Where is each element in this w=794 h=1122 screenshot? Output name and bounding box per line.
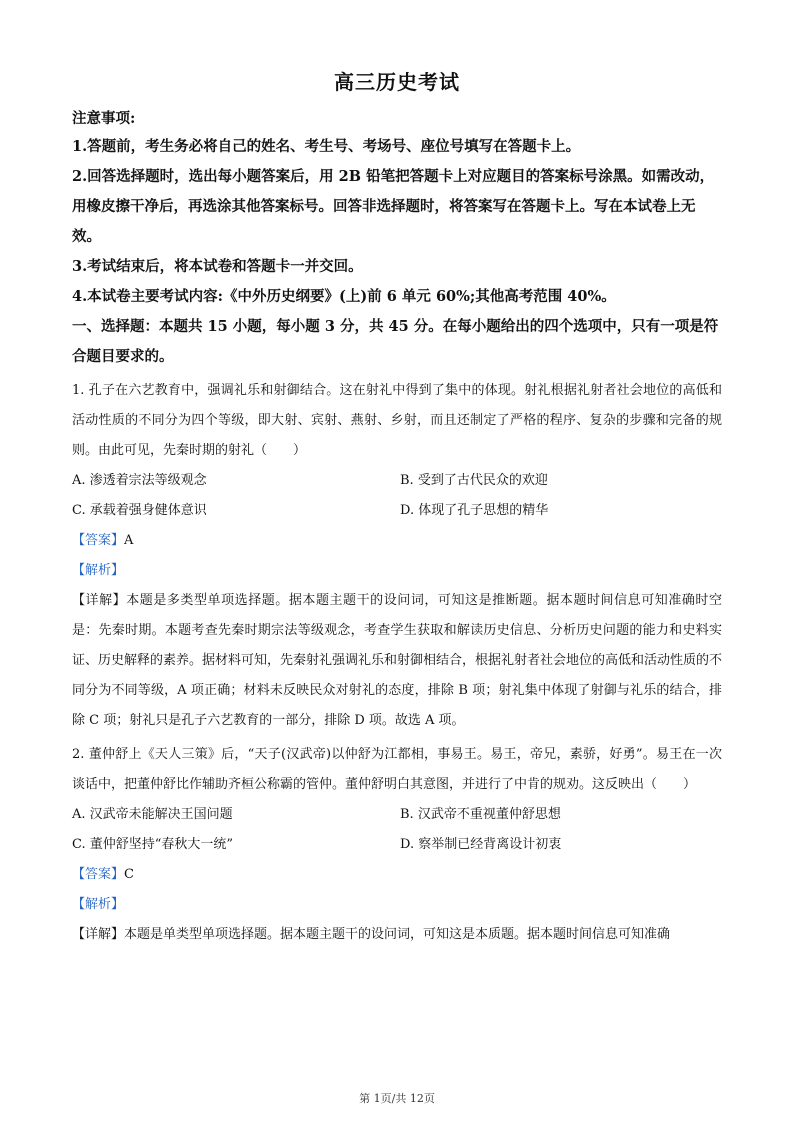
option-a: A. 汉武帝未能解决王国问题: [72, 807, 233, 822]
option-c: C. 董仲舒坚持“春秋大一统”: [72, 837, 234, 852]
section-heading: 一、选择题：本题共 15 小题，每小题 3 分，共 45 分。在每小题给出的四个选项中，只有一项是符合题目要求的。: [72, 318, 719, 365]
exam-page: [72, 66, 722, 950]
page-title: 高三历史考试: [334, 70, 460, 94]
question-block: [72, 376, 722, 736]
answer-line: [72, 860, 722, 890]
answer-line: [72, 526, 722, 556]
option-d: D. 体现了孔子思想的精华: [400, 503, 549, 518]
option-a: A. 渗透着宗法等级观念: [72, 473, 207, 488]
option-list: [72, 466, 722, 526]
detail-paragraph: [72, 586, 722, 736]
analysis-line: [72, 890, 722, 920]
notice-heading: 注意事项:: [72, 110, 136, 127]
notice-item: 2.回答选择题时，选出每小题答案后，用 2B 铅笔把答题卡上对应题目的答案标号涂黑。如需改动，用橡皮擦干净后，再选涂其他答案标号。回答非选择题时，将答案写在答题卡上。写在本试卷上无效。: [72, 168, 715, 245]
option-c: C. 承载着强身健体意识: [72, 503, 207, 518]
detail-tag: 【详解】: [72, 927, 125, 942]
answer-value: C: [124, 867, 134, 882]
notice-item: 3.考试结束后，将本试卷和答题卡一并交回。: [72, 258, 363, 275]
page-footer: 第 1页/共 12页: [359, 1092, 435, 1105]
analysis-tag: 【解析】: [72, 897, 125, 912]
detail-text: 本题是单类型单项选择题。据本题主题干的设问词，可知这是本质题。据本题时间信息可知准确: [124, 927, 671, 942]
answer-tag: 【答案】: [72, 533, 125, 548]
notice-item: 4.本试卷主要考试内容:《中外历史纲要》(上)前 6 单元 60%;其他高考范围 40%。: [72, 288, 616, 305]
notice-block: [72, 107, 722, 312]
option-b: B. 受到了古代民众的欢迎: [400, 473, 548, 488]
option-b: B. 汉武帝不重视董仲舒思想: [400, 807, 561, 822]
notice-item: 1.答题前，考生务必将自己的姓名、考生号、考场号、座位号填写在答题卡上。: [72, 138, 581, 155]
detail-paragraph: [72, 920, 722, 950]
analysis-tag: 【解析】: [72, 563, 125, 578]
question-block: [72, 740, 722, 950]
detail-tag: 【详解】: [72, 593, 127, 608]
option-d: D. 察举制已经背离设计初衷: [400, 837, 562, 852]
answer-tag: 【答案】: [72, 867, 125, 882]
detail-text: 本题是多类型单项选择题。据本题主题干的设问词，可知这是推断题。据本题时间信息可知准确时空是：先秦时期。本题考查先秦时期宗法等级观念，考查学生获取和解读历史信息、分析历史问题的能力和史料实证、历史解释的素养。据材料可知，先秦射礼强调礼乐和射御相结合，根据礼射者社会地位的高低和活动性质的不同分为不同等级，A 项正确；材料未反映民众对射礼的态度，排除 B 项；射礼集中体现了射御与礼乐的结合，排除 C 项；射礼只是孔子六艺教育的一部分，排除 D 项。故选 A 项。: [72, 593, 723, 728]
option-list: [72, 800, 722, 860]
question-stem: 1. 孔子在六艺教育中，强调礼乐和射御结合。这在射礼中得到了集中的体现。射礼根据礼射者社会地位的高低和活动性质的不同分为四个等级，即大射、宾射、燕射、乡射，而且还制定了严格的程序、复杂的步骤和完备的规则。由此可见，先秦时期的射礼（ ）: [72, 383, 722, 458]
analysis-line: [72, 556, 722, 586]
question-stem: 2. 董仲舒上《天人三策》后，“天子(汉武帝)以仲舒为江都相，事易王。易王，帝兄，素骄，好勇”。易王在一次谈话中，把董仲舒比作辅助齐桓公称霸的管仲。董仲舒明白其意图，并进行了中肯的规劝。这反映出（ ）: [72, 747, 722, 792]
answer-value: A: [124, 533, 134, 548]
